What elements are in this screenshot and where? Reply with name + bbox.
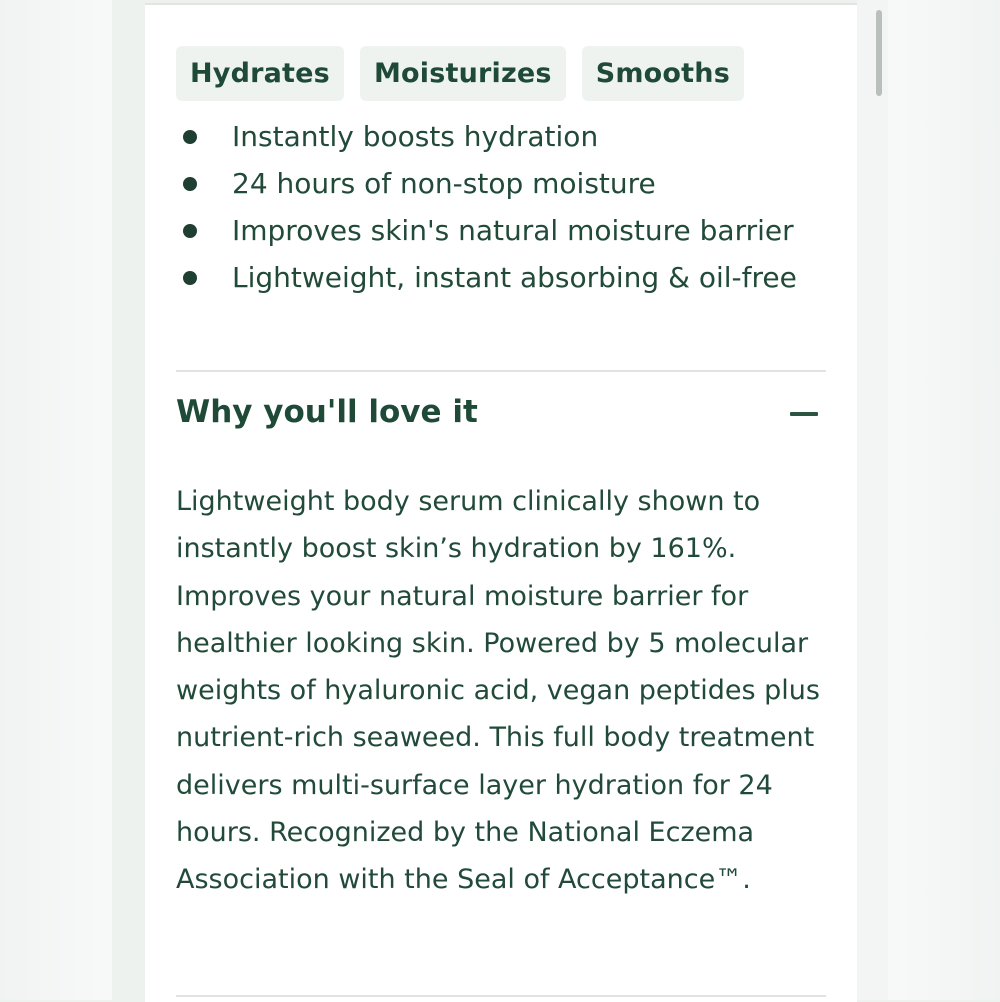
tag-moisturizes: Moisturizes <box>360 46 566 101</box>
benefit-item <box>176 117 826 157</box>
bullet-icon <box>183 224 197 238</box>
section-divider-bottom <box>176 995 826 997</box>
benefit-item <box>176 164 826 204</box>
benefit-text: Lightweight, instant absorbing & oil-free <box>232 261 797 294</box>
scrollbar-thumb[interactable] <box>876 10 882 96</box>
collapse-minus-icon[interactable] <box>790 412 818 416</box>
benefit-item <box>176 258 826 298</box>
section-description: Lightweight body serum clinically shown to instantly boost skin’s hydration by 161%. Improves your natural moisture barrier for healthier looking skin. Powered by 5 molecular weights of hyaluronic acid, vegan peptides plus nutrient-rich seaweed. This full body treatment delivers multi-surface layer hydration for 24 hours. Recognized by the National Eczema Association with the Seal of Acceptance™. <box>176 486 820 896</box>
benefit-item <box>176 211 826 251</box>
bullet-icon <box>183 130 197 144</box>
tag-smooths: Smooths <box>582 46 744 101</box>
benefit-tags <box>176 46 744 101</box>
section-divider <box>176 370 826 372</box>
benefit-text: Improves skin's natural moisture barrier <box>232 214 794 247</box>
scrollbar-track[interactable] <box>857 0 888 1000</box>
section-title[interactable]: Why you'll love it <box>176 394 478 430</box>
bullet-icon <box>183 271 197 285</box>
benefit-text: 24 hours of non-stop moisture <box>232 167 656 200</box>
benefits-list <box>176 117 826 305</box>
benefit-text: Instantly boosts hydration <box>232 120 599 153</box>
bullet-icon <box>183 177 197 191</box>
tag-hydrates: Hydrates <box>176 46 344 101</box>
